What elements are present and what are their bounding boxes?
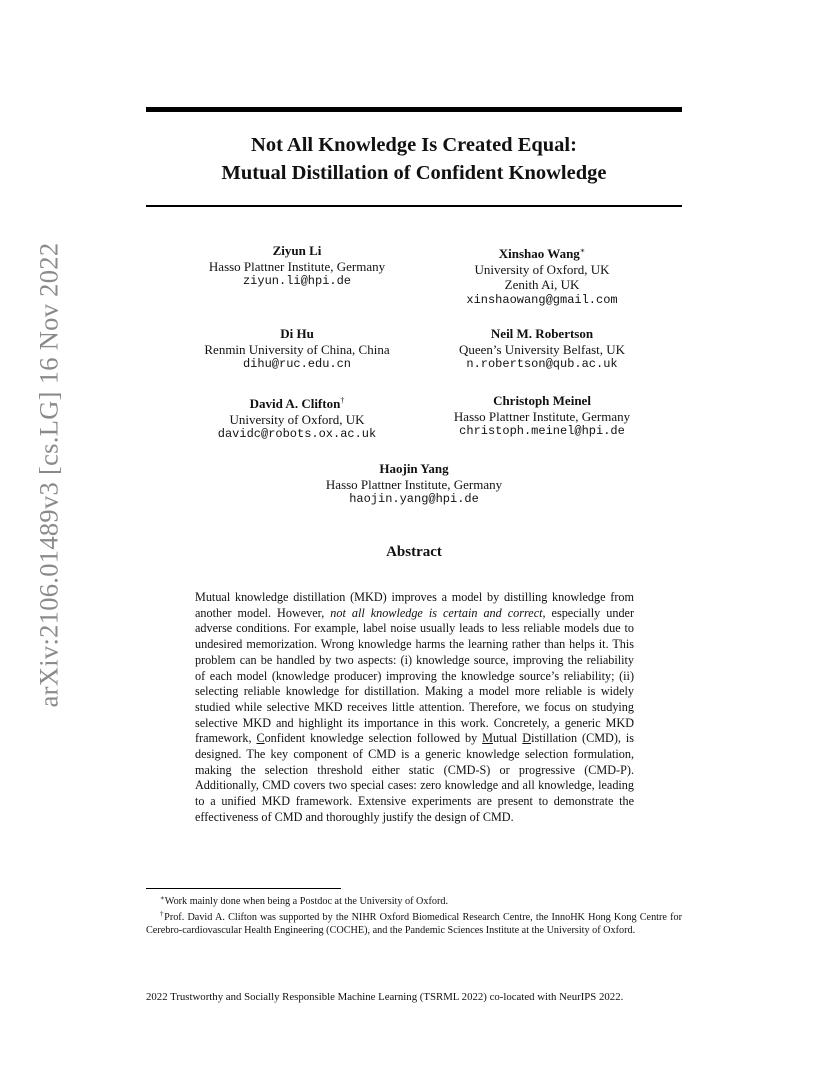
author-footnote-mark: †	[340, 396, 345, 405]
author-affiliation: Hasso Plattner Institute, Germany	[325, 476, 503, 492]
acronym-letter-d: D	[522, 731, 532, 746]
author-affiliation: Zenith Ai, UK	[504, 277, 580, 292]
author-block	[167, 326, 427, 373]
abstract-heading: Abstract	[386, 544, 442, 560]
abstract-text: , especially under adverse conditions. For example, label noise usually leads to less reliable models due to undesired memorization. Wrong knowledge harms the learning rather than helps it. This problem can be handled by two aspects: (i) knowledge source, improving the reliability of each model (knowledge producer) improving the knowledge source’s reliability; (ii) selecting reliable knowledge for distillation. Making a model more reliable is widely studied while selective MKD receives little attention. Therefore, we focus on studying selective MKD and highlight its importance in this work. Concretely, a generic MKD framework,	[195, 605, 635, 746]
abstract-paragraph	[195, 590, 634, 826]
author-name: Haojin Yang	[379, 461, 449, 476]
abstract-emphasis: not all knowledge is certain and correct	[330, 605, 543, 620]
footnote	[146, 892, 682, 908]
paper-title	[146, 131, 682, 187]
acronym-letter-m: M	[482, 731, 493, 746]
author-affiliation: Hasso Plattner Institute, Germany	[208, 258, 386, 274]
author-affiliation: University of Oxford, UK	[474, 261, 610, 277]
footnote-mark: ∗	[160, 894, 165, 902]
abstract-text: istillation (CMD), is designed. The key component of CMD is a generic knowledge selection formulation, making the selection threshold either static (CMD-S) or progressive (CMD-P). Additionally, CMD covers two special cases: zero knowledge and all knowledge, leading to a unified MKD framework. Extensive experiments are present to demonstrate the effectiveness of CMD and thoroughly justify the design of CMD.	[195, 731, 635, 824]
author-name: Di Hu	[280, 326, 314, 341]
author-affiliation: Hasso Plattner Institute, Germany	[453, 408, 631, 424]
author-affiliation: University of Oxford, UK	[229, 411, 365, 427]
footnotes	[146, 892, 682, 938]
author-email[interactable]: davidc@robots.ox.ac.uk	[217, 427, 377, 441]
acronym-letter-c: C	[256, 731, 265, 746]
venue-note: 2022 Trustworthy and Socially Responsible Machine Learning (TSRML 2022) co-located with NeurIPS 2022.	[146, 991, 624, 1003]
author-email[interactable]: n.robertson@qub.ac.uk	[466, 357, 618, 371]
author-affiliation: Queen’s University Belfast, UK	[458, 341, 626, 357]
arxiv-identifier-stamp: arXiv:2106.01489v3 [cs.LG] 16 Nov 2022	[33, 242, 64, 708]
author-name: David A. Clifton	[249, 396, 341, 411]
title-bottom-rule	[146, 205, 682, 207]
abstract-text: Mutual knowledge distillation (MKD) improves a model by distilling knowledge from another model. However,	[195, 590, 634, 620]
footnote-text: Work mainly done when being a Postdoc at the University of Oxford.	[164, 896, 449, 907]
author-block	[167, 243, 427, 290]
title-top-rule	[146, 107, 682, 112]
author-email[interactable]: dihu@ruc.edu.cn	[242, 357, 352, 371]
author-block	[412, 326, 672, 373]
author-name: Christoph Meinel	[493, 393, 591, 408]
abstract-text: utual	[492, 731, 523, 746]
footnote-rule	[146, 888, 341, 889]
author-email[interactable]: christoph.meinel@hpi.de	[459, 424, 625, 438]
footnote-mark: †	[160, 910, 165, 919]
footnote	[146, 908, 682, 937]
author-name: Xinshao Wang	[498, 246, 580, 261]
author-email[interactable]: xinshaowang@gmail.com	[466, 292, 618, 307]
footnote-text: Prof. David A. Clifton was supported by the NIHR Oxford Biomedical Research Centre, the InnoHK Hong Kong Centre for Cerebro-cardiovascular Health Engineering (COCHE), and the Pandemic Sciences Institute at the University of Oxford.	[146, 912, 682, 937]
author-block	[412, 243, 672, 308]
abstract-text: onfident knowledge selection followed by	[264, 731, 483, 746]
author-affiliation: Renmin University of China, China	[204, 341, 390, 357]
author-name: Neil M. Robertson	[490, 326, 594, 341]
author-footnote-mark: ∗	[579, 246, 586, 255]
author-block	[412, 393, 672, 440]
author-block	[284, 461, 544, 508]
author-name: Ziyun Li	[272, 243, 322, 258]
author-email[interactable]: haojin.yang@hpi.de	[349, 492, 479, 506]
author-block	[167, 393, 427, 443]
title-line-1: Not All Knowledge Is Created Equal:	[251, 134, 577, 156]
author-email[interactable]: ziyun.li@hpi.de	[242, 274, 352, 288]
title-line-2: Mutual Distillation of Confident Knowledge	[221, 162, 607, 184]
abstract-body	[195, 590, 634, 826]
